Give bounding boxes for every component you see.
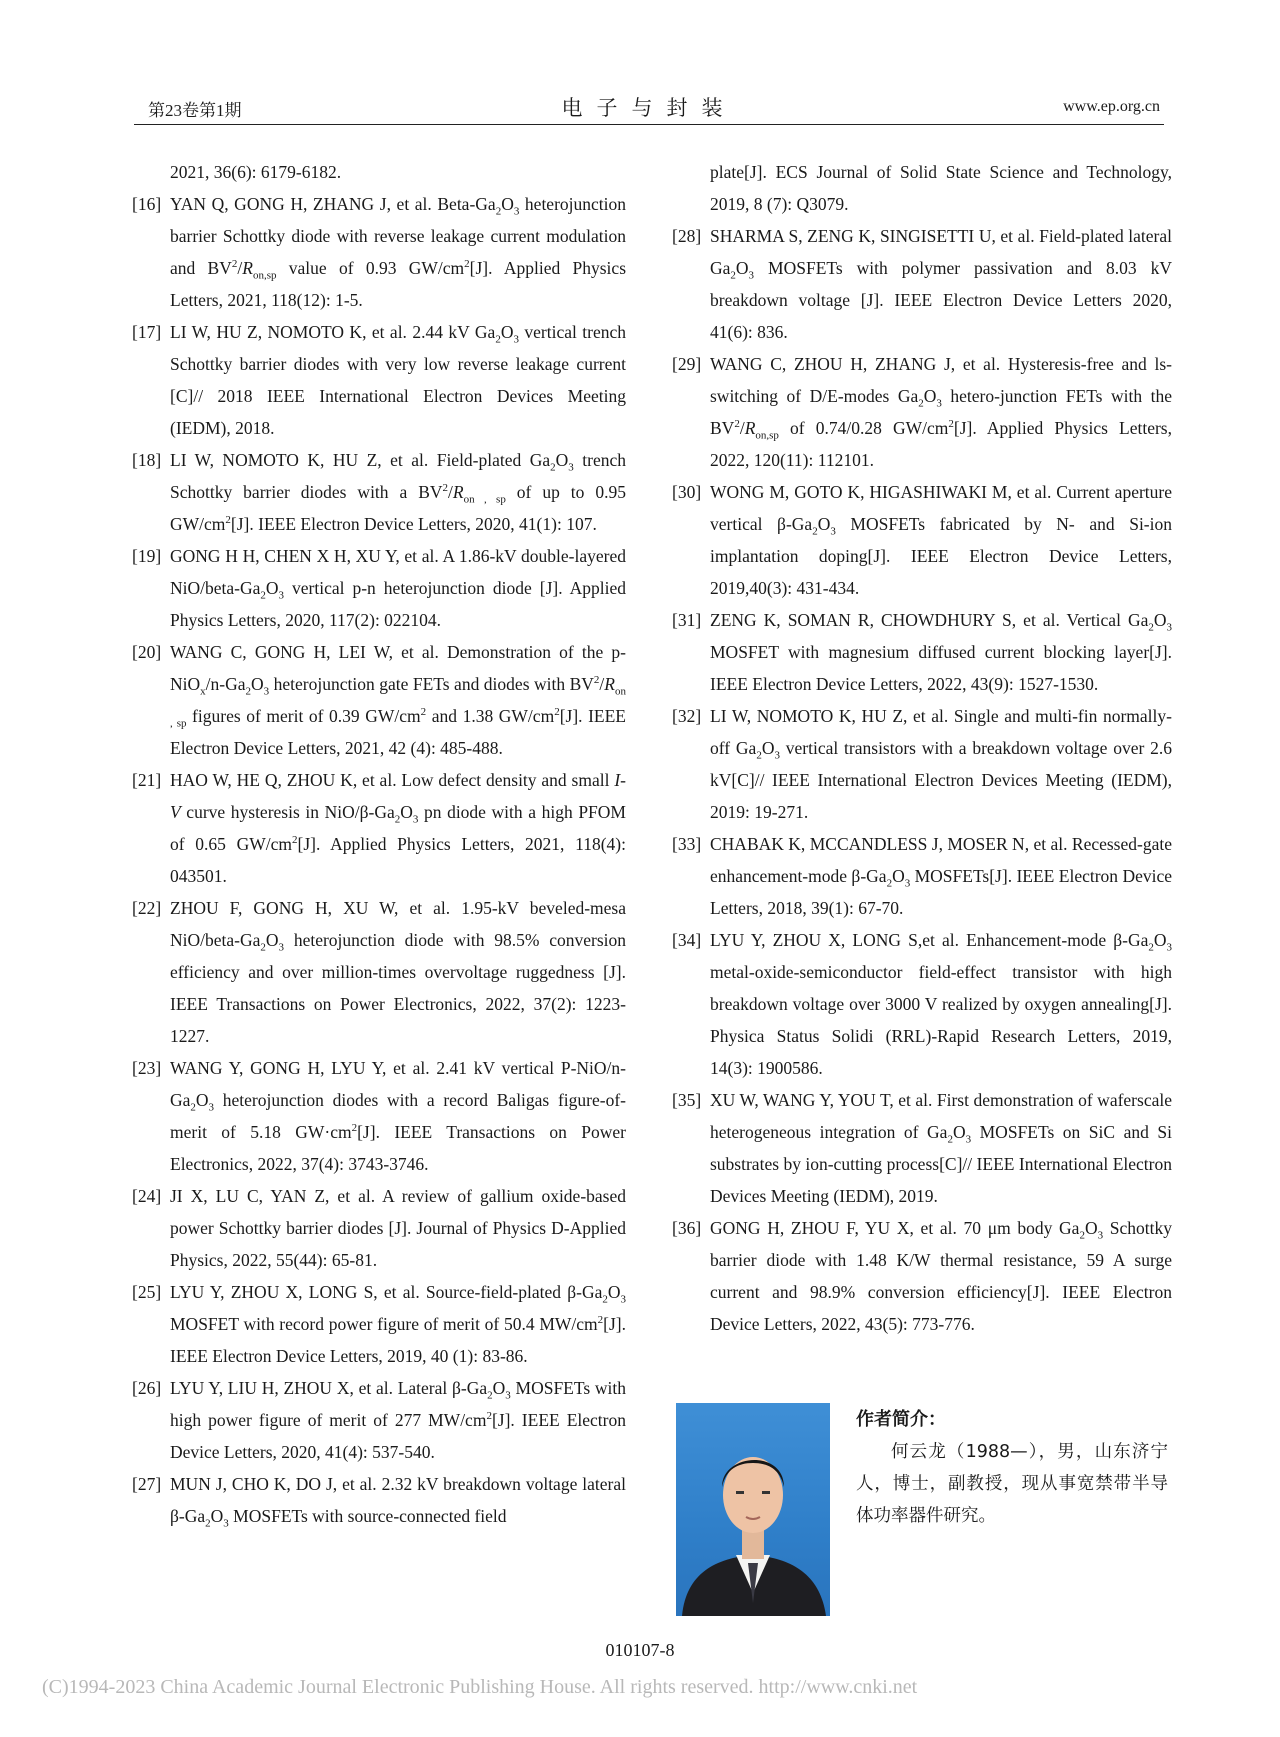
reference-text: LYU Y, ZHOU X, LONG S, et al. Source-field-plated $\beta-Ga_2O_3$ MOSFET with record power figure of merit of 50.4 $MW/cm^2[J]$. IEEE Electron Device Letters, 2019, 40 (1): 83-86. [170, 1282, 626, 1366]
reference-entry [132, 1276, 626, 1372]
reference-entry [132, 1468, 626, 1532]
reference-number: [35] [672, 1090, 702, 1110]
reference-entry [672, 220, 1172, 348]
reference-entry [132, 316, 626, 444]
reference-text: ZHOU F, GONG H, XU W, et al. 1.95-kV beveled-mesa NiO/$beta-Ga_2O_3$ heterojunction diode with 98.5% conversion efficiency and over million-times overvoltage ruggedness [J]. IEEE Transactions on Power Electronics, 2022, 37(2): 1223-1227. [170, 898, 626, 1046]
reference-number: [16] [132, 194, 162, 214]
reference-entry [132, 156, 626, 188]
reference-text: LI W, NOMOTO K, HU Z, et al. Field-plated $Ga_2O_3$ trench Schottky barrier diodes with a $BV^2/R_{on , sp}$ of up to 0.95 $GW/cm^2[J]$. IEEE Electron Device Letters, 2020, 41(1): 107. [170, 450, 627, 534]
reference-text: MUN J, CHO K, DO J, et al. 2.32 kV breakdown voltage lateral $\beta-Ga_2O_3$ MOSFETs with source-connected field [170, 1474, 626, 1530]
left-column-references [132, 156, 626, 1532]
reference-entry [132, 540, 626, 636]
reference-text: 2021, 36(6): 6179-6182. [170, 162, 342, 182]
reference-number: [23] [132, 1058, 162, 1078]
reference-entry [132, 892, 626, 1052]
reference-text: JI X, LU C, YAN Z, et al. A review of gallium oxide-based power Schottky barrier diodes [J]. Journal of Physics D-Applied Physics, 2022, 55(44): 65-81. [170, 1186, 626, 1270]
reference-text: HAO W, HE Q, ZHOU K, et al. Low defect density and small I-V curve hysteresis in NiO/$\beta-Ga_2O_3$ pn diode with a high PFOM of 0.65 $GW/cm^2[J]$. Applied Physics Letters, 2021, 118(4): 043501. [170, 770, 626, 886]
reference-number: [17] [132, 322, 162, 342]
reference-number: [36] [672, 1218, 702, 1238]
reference-entry [672, 604, 1172, 700]
page-number: 010107-8 [605, 1640, 675, 1660]
journal-website: www.ep.org.cn [1063, 98, 1160, 115]
reference-entry [672, 476, 1172, 604]
reference-text: LI W, HU Z, NOMOTO K, et al. 2.44 kV $Ga_2O_3$ vertical trench Schottky barrier diodes with very low reverse leakage current [C]// 2018 IEEE International Electron Devices Meeting (IEDM), 2018. [170, 322, 626, 438]
reference-number: [30] [672, 482, 702, 502]
journal-title: 电子与封装 [561, 96, 737, 120]
reference-entry [132, 1180, 626, 1276]
reference-text: WONG M, GOTO K, HIGASHIWAKI M, et al. Current aperture vertical $\beta-Ga_2O_3$ MOSFETs fabricated by N- and Si-ion implantation doping[J]. IEEE Electron Device Letters, 2019,40(3): 431-434. [710, 482, 1172, 598]
reference-text: XU W, WANG Y, YOU T, et al. First demonstration of waferscale heterogeneous integration of $Ga_2O_3$ MOSFETs on SiC and Si substrates by ion-cutting process[C]// IEEE International Electron Devices Meeting (IEDM), 2019. [710, 1090, 1172, 1206]
reference-entry [132, 1052, 626, 1180]
reference-entry [132, 444, 626, 540]
right-column-references [672, 156, 1172, 1340]
reference-number: [31] [672, 610, 702, 630]
reference-entry [132, 636, 626, 764]
author-bio: 何云龙（1988—），男，山东济宁人，博士，副教授，现从事宽禁带半导体功率器件研究。 [856, 1442, 1168, 1526]
reference-number: [18] [132, 450, 162, 470]
reference-text: CHABAK K, MCCANDLESS J, MOSER N, et al. Recessed-gate enhancement-mode $\beta-Ga_2O_3$ MOSFETs[J]. IEEE Electron Device Letters, 2018, 39(1): 67-70. [710, 834, 1172, 918]
reference-entry [672, 1084, 1172, 1212]
reference-number: [22] [132, 898, 162, 918]
reference-number: [19] [132, 546, 162, 566]
reference-text: GONG H, ZHOU F, YU X, et al. 70 μm body $Ga_2O_3$ Schottky barrier diode with 1.48 K/W thermal resistance, 59 A surge current and 98.9% conversion efficiency[J]. IEEE Electron Device Letters, 2022, 43(5): 773-776. [710, 1218, 1172, 1334]
reference-text: LYU Y, LIU H, ZHOU X, et al. Lateral $\beta-Ga_2O_3$ MOSFETs with high power figure of merit of 277 $MW/cm^2[J]$. IEEE Electron Device Letters, 2020, 41(4): 537-540. [170, 1378, 626, 1462]
reference-text: SHARMA S, ZENG K, SINGISETTI U, et al. Field-plated lateral $Ga_2O_3$ MOSFETs with polymer passivation and 8.03 kV breakdown voltage [J]. IEEE Electron Device Letters 2020, 41(6): 836. [710, 226, 1172, 342]
author-photo [676, 1403, 830, 1616]
reference-number: [28] [672, 226, 702, 246]
page-header [134, 92, 1164, 125]
author-profile [676, 1403, 1166, 1618]
reference-number: [21] [132, 770, 162, 790]
reference-number: [24] [132, 1186, 162, 1206]
reference-entry [132, 188, 626, 316]
reference-number: [32] [672, 706, 702, 726]
reference-text: plate[J]. ECS Journal of Solid State Science and Technology, 2019, 8 (7): Q3079. [710, 162, 1172, 214]
reference-number: [27] [132, 1474, 162, 1494]
reference-text: LYU Y, ZHOU X, LONG S,et al. Enhancement-mode $\beta-Ga_2O_3$ metal-oxide-semiconductor field-effect transistor with high breakdown voltage over 3000 V realized by oxygen annealing[J]. Physica Status Solidi (RRL)-Rapid Research Letters, 2019, 14(3): 1900586. [710, 930, 1172, 1078]
reference-text: LI W, NOMOTO K, HU Z, et al. Single and multi-fin normally-off $Ga_2O_3$ vertical transistors with a breakdown voltage over 2.6 kV[C]// IEEE International Electron Devices Meeting (IEDM), 2019: 19-271. [710, 706, 1172, 822]
issue-label: 第23卷第1期 [148, 101, 242, 120]
reference-number: [34] [672, 930, 702, 950]
reference-number: [25] [132, 1282, 162, 1302]
reference-number: [20] [132, 642, 162, 662]
reference-entry [672, 156, 1172, 220]
copyright-notice: (C)1994-2023 China Academic Journal Electronic Publishing House. All rights reserved. http://www.cnki.net [42, 1676, 918, 1698]
reference-entry [672, 828, 1172, 924]
reference-number: [29] [672, 354, 702, 374]
reference-text: YAN Q, GONG H, ZHANG J, et al. Beta-$Ga_2O_3$ heterojunction barrier Schottky diode with reverse leakage current modulation and $BV^2/R_{on,sp}$ value of 0.93 $GW/cm^2[J]$. Applied Physics Letters, 2021, 118(12): 1-5. [170, 194, 627, 310]
reference-text: ZENG K, SOMAN R, CHOWDHURY S, et al. Vertical $Ga_2O_3$ MOSFET with magnesium diffused current blocking layer[J]. IEEE Electron Device Letters, 2022, 43(9): 1527-1530. [710, 610, 1172, 694]
reference-text: GONG H H, CHEN X H, XU Y, et al. A 1.86-kV double-layered NiO/$beta-Ga_2O_3$ vertical p-n heterojunction diode [J]. Applied Physics Letters, 2020, 117(2): 022104. [170, 546, 626, 630]
reference-text: WANG C, GONG H, LEI W, et al. Demonstration of the $p-NiO_x/n-Ga_2O_3$ heterojunction gate FETs and diodes with $BV^2/R_{on , sp}$ figures of merit of 0.39 $GW/cm^2$ and 1.38 $GW/cm^2[J]$. IEEE Electron Device Letters, 2021, 42 (4): 485-488. [170, 642, 627, 758]
reference-entry [132, 764, 626, 892]
reference-entry [672, 1212, 1172, 1340]
reference-text: WANG Y, GONG H, LYU Y, et al. 2.41 kV vertical $P-NiO/n-Ga_2O_3$ heterojunction diodes with a record Baligas figure-of-merit of 5.18 $GW\cdot cm^2[J]$. IEEE Transactions on Power Electronics, 2022, 37(4): 3743-3746. [170, 1058, 627, 1174]
reference-entry [672, 348, 1172, 476]
reference-entry [132, 1372, 626, 1468]
reference-number: [26] [132, 1378, 162, 1398]
reference-text: WANG C, ZHOU H, ZHANG J, et al. Hysteresis-free and ls-switching of D/E-modes $Ga_2O_3$ hetero-junction FETs with the $BV^2/R_{on,sp}$ of 0.74/0.28 $GW/cm^2[J]$. Applied Physics Letters, 2022, 120(11): 112101. [710, 354, 1172, 470]
reference-entry [672, 924, 1172, 1084]
reference-number: [33] [672, 834, 702, 854]
reference-entry [672, 700, 1172, 828]
author-intro-heading: 作者简介： [856, 1409, 946, 1430]
